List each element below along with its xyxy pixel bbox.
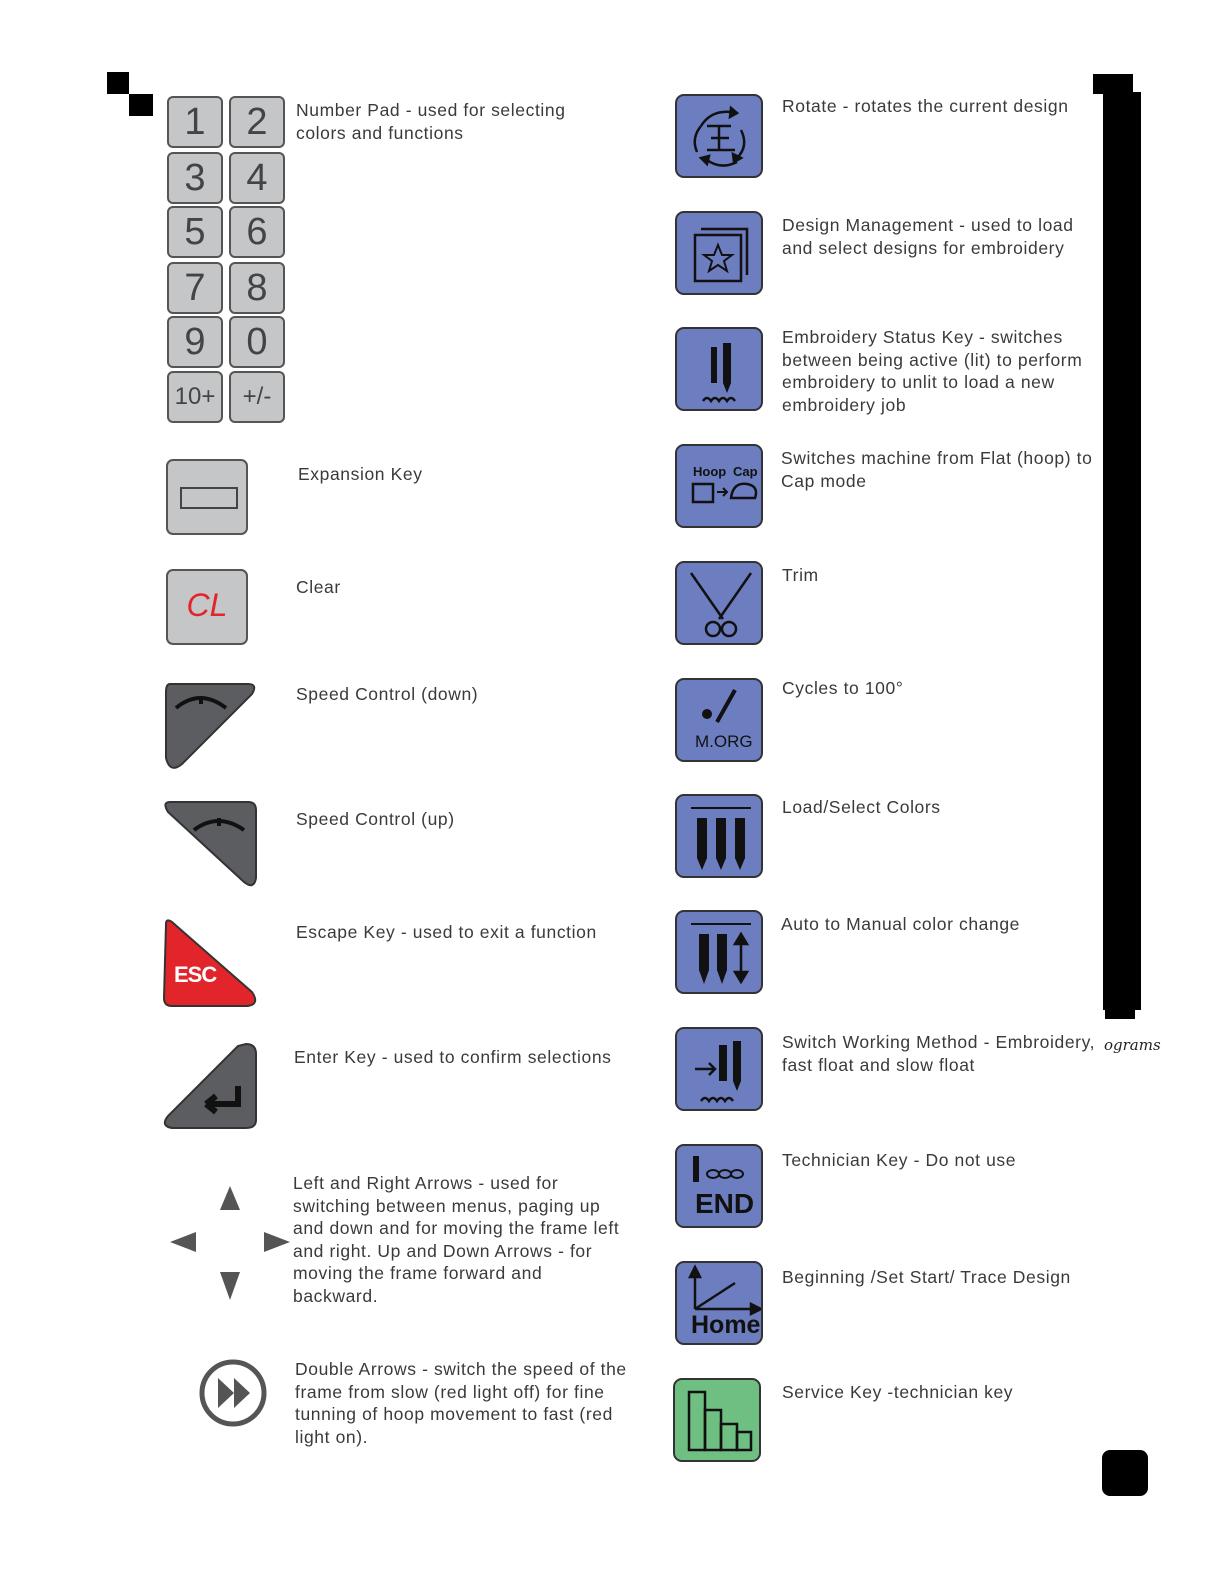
corner-mark-top-left-2 — [129, 94, 153, 116]
design-management-description: Design Management - used to load and select designs for embroidery — [782, 215, 1074, 258]
home-label: Home — [691, 1311, 761, 1339]
arrow-left-icon[interactable] — [170, 1232, 196, 1252]
expansion-key[interactable] — [166, 459, 248, 535]
expansion-rect-icon — [180, 487, 238, 509]
key-0[interactable]: 0 — [229, 316, 285, 368]
clear-description: Clear — [296, 577, 341, 597]
load-colors-description: Load/Select Colors — [782, 797, 941, 817]
number-pad-description: Number Pad - used for selecting colors and functions — [296, 100, 566, 143]
speed-up-description: Speed Control (up) — [296, 809, 455, 829]
working-method-description: Switch Working Method - Embroidery, fast float and slow float — [782, 1032, 1096, 1075]
arrow-right-icon[interactable] — [264, 1232, 290, 1252]
clear-key-label: CL — [186, 587, 228, 623]
needles-arrows-icon — [677, 912, 763, 994]
key-1[interactable]: 1 — [167, 96, 223, 148]
double-arrows-description: Double Arrows - switch the speed of the frame from slow (red light off) for fine tunning of hoop movement to fast (red light on). — [295, 1359, 627, 1447]
auto-manual-description: Auto to Manual color change — [781, 914, 1020, 934]
key-5[interactable]: 5 — [167, 206, 223, 258]
expansion-description: Expansion Key — [298, 464, 423, 484]
cycles-key[interactable] — [675, 678, 763, 762]
key-plus-minus[interactable]: +/- — [229, 371, 285, 423]
bar-cap-top — [1093, 74, 1133, 94]
hoop-cap-icon — [677, 446, 763, 528]
speed-down-key[interactable] — [160, 678, 260, 770]
enter-key[interactable] — [160, 1040, 260, 1132]
service-description: Service Key -technician key — [782, 1382, 1014, 1402]
corner-mark-top-left — [107, 72, 129, 94]
arrow-up-icon[interactable] — [220, 1186, 240, 1210]
load-colors-key[interactable] — [675, 794, 763, 878]
hoop-cap-description: Switches machine from Flat (hoop) to Cap mode — [781, 448, 1093, 491]
key-3[interactable]: 3 — [167, 152, 223, 204]
key-6[interactable]: 6 — [229, 206, 285, 258]
enter-description: Enter Key - used to confirm selections — [294, 1047, 612, 1067]
fast-forward-icon — [218, 1378, 250, 1408]
key-9[interactable]: 9 — [167, 316, 223, 368]
double-arrows-key[interactable] — [196, 1356, 270, 1430]
auto-manual-key[interactable] — [675, 910, 763, 994]
technician-key[interactable] — [675, 1144, 763, 1228]
home-key[interactable] — [675, 1261, 763, 1345]
morg-label: M.ORG — [695, 732, 753, 751]
speed-up-key[interactable] — [160, 798, 260, 890]
key-2[interactable]: 2 — [229, 96, 285, 148]
working-method-key[interactable] — [675, 1027, 763, 1111]
needle-icon — [677, 329, 763, 411]
key-4[interactable]: 4 — [229, 152, 285, 204]
technician-description: Technician Key - Do not use — [782, 1150, 1017, 1170]
key-8[interactable]: 8 — [229, 262, 285, 314]
embroidery-status-key[interactable] — [675, 327, 763, 411]
cycles-description: Cycles to 100° — [782, 678, 904, 698]
service-key[interactable] — [673, 1378, 761, 1462]
clear-key[interactable] — [166, 569, 248, 645]
end-label: END — [695, 1188, 755, 1219]
arrows-description: Left and Right Arrows - used for switching between menus, paging up and down and for moving the frame left and right. Up and Down Arrows - for moving the frame forward and backward. — [293, 1173, 620, 1306]
star-document-icon — [677, 213, 763, 295]
cap-label: Cap — [733, 464, 758, 479]
design-management-key[interactable] — [675, 211, 763, 295]
bar-chart-icon — [675, 1380, 761, 1462]
hoop-label: Hoop — [693, 464, 727, 479]
arrow-down-icon[interactable] — [220, 1272, 240, 1300]
trim-key[interactable] — [675, 561, 763, 645]
bar-cap-bottom — [1105, 1005, 1135, 1019]
embroidery-status-description: Embroidery Status Key - switches between being active (lit) to perform embroidery to unlit to load a new embroidery job — [782, 327, 1083, 415]
speed-down-description: Speed Control (down) — [296, 684, 479, 704]
beginning-description: Beginning /Set Start/ Trace Design — [782, 1267, 1071, 1287]
escape-key[interactable] — [160, 918, 260, 1010]
rotate-key[interactable] — [675, 94, 763, 178]
key-10-plus[interactable]: 10+ — [167, 371, 223, 423]
three-needles-icon — [677, 796, 763, 878]
page-edge-bar — [1103, 92, 1141, 1010]
rotate-icon — [677, 96, 763, 178]
esc-label: ESC — [174, 962, 217, 987]
hoop-cap-key[interactable] — [675, 444, 763, 528]
rotate-description: Rotate - rotates the current design — [782, 96, 1069, 116]
scissors-icon — [677, 563, 763, 645]
arrow-keys — [166, 1184, 296, 1304]
corner-mark-bottom-right — [1102, 1450, 1148, 1496]
key-7[interactable]: 7 — [167, 262, 223, 314]
margin-text: ograms — [1104, 1036, 1161, 1054]
float-needle-icon — [677, 1029, 763, 1111]
escape-description: Escape Key - used to exit a function — [296, 922, 597, 942]
trim-description: Trim — [782, 565, 819, 585]
